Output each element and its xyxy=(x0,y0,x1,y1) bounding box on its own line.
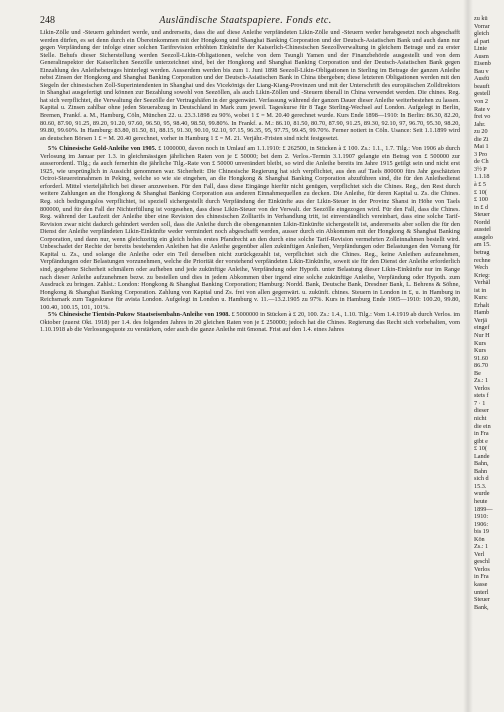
facing-line: unterl xyxy=(474,588,489,596)
facing-line: Kurs xyxy=(474,339,487,347)
facing-line: 1899— xyxy=(474,505,493,513)
facing-line: Bau v xyxy=(474,67,489,75)
facing-line: die ein xyxy=(474,422,491,430)
facing-line: £ 100 xyxy=(474,196,488,204)
facing-line: Verhäl xyxy=(474,279,491,287)
facing-line: die Zi xyxy=(474,135,489,143)
facing-line: Erhalt xyxy=(474,301,490,309)
facing-line: gestell xyxy=(474,90,491,98)
facing-line: in Fra xyxy=(474,430,489,438)
facing-line: zu kü xyxy=(474,15,488,22)
facing-line: Steuer xyxy=(474,211,490,219)
facing-line: 91.60 xyxy=(474,354,488,362)
facing-line: rechne xyxy=(474,256,491,264)
facing-line: Lande xyxy=(474,452,490,460)
facing-line: dieser xyxy=(474,407,489,415)
facing-line: Eisenb xyxy=(474,60,491,68)
body-text xyxy=(40,29,460,334)
facing-line: sich d xyxy=(474,475,489,483)
facing-line: in Fra xyxy=(474,573,489,581)
facing-line: Krieg: xyxy=(474,271,490,279)
facing-line: 3 Pro xyxy=(474,150,488,158)
facing-line: geschl xyxy=(474,558,490,566)
running-title: Ausländische Staatspapiere. Fonds etc. xyxy=(159,15,332,26)
facing-line: wurde xyxy=(474,490,490,498)
section-gold-loan-1905 xyxy=(40,145,460,311)
facing-line: betrag xyxy=(474,248,490,256)
page-header xyxy=(40,15,460,26)
facing-line: Ausm xyxy=(474,52,489,60)
facing-line: von 2 xyxy=(474,98,488,106)
facing-line: Kön xyxy=(474,535,485,543)
facing-line: Rate v xyxy=(474,105,490,113)
facing-line: Nur H xyxy=(474,331,490,339)
facing-line: al pari xyxy=(474,37,490,45)
facing-line: Verl xyxy=(474,550,485,558)
section-text: £ 5000000 in Stücken à £ 20, 100. Zs.: 1.4., 1.10. Tilg.: Vom 1.4.1919 ab durch Verlos. im Oktober (zuerst Okt. 1918) per 1.4. des folgenden Jahres in 20 gleichen Raten von je £ 250000; jedoch hat die Chines. Regierung das Recht sich vorbehalten, vom 1.10.1918 ab die Verlosungsquote zu verstärken, oder auch die ganze Anleihe mit 6monat. Frist auf den 1.4. eines Jahres xyxy=(40,311,460,334)
main-column xyxy=(40,15,460,334)
facing-line: bis 19 xyxy=(474,528,489,536)
facing-line: 1906: xyxy=(474,520,489,528)
facing-line: Verlos xyxy=(474,384,490,392)
facing-line: Steuer xyxy=(474,596,490,604)
facing-line: ist in xyxy=(474,286,487,294)
section-tientsin-pukow-1908 xyxy=(40,311,460,334)
facing-line: Linie xyxy=(474,45,488,53)
facing-line: nicht xyxy=(474,414,487,422)
facing-line: Bahn, xyxy=(474,460,489,468)
facing-line: frei vo xyxy=(474,113,491,121)
paragraph-continued: Likin-Zölle und -Steuern gehindert werde, und andrerseits, dass die auf diese Anleihe verpfändeten Likin-Zölle und -Steuern weder herabgesetzt noch abgeschafft werden dürfen, es sei denn durch ein Übereinkommen mit der Hongkong und Shanghai Banking Corporation und der Deutsch-Asiatischen Bank und auch dann nur gegen Verpfändung der infolge einer solchen Tarifrevision erhöhten Einkünfte der Kaiserlich-Chinesischen Seezollverwaltung in gleichem Betrage und zu erster Stelle. Behufs dieser Sicherstellung werden Seezoll-Likin-Obligationen, welche von dem Tsungli Yamen und der Finanzbehörde ausgestellt und von dem Generalinspektor der Kaiserlichen Seezölle unterzeichnet sind, bei der Hongkong and Shanghai Banking Corporation und der Deutsch-Asiatischen Bank gegen Einzahlung des Anleihebetrages hinterlegt werden. Ausserdem werden bis zum 1. Juni 1898 Seezoll-Likin-Obligationen in Sterling im Betrage der ganzen Anleihe nebst Zinsen der Hongkong and Shanghai Banking Corporation und der Deutsch-Asiatischen Bank in China übergeben; diese letzteren Obligationen werden mit den Siegeln der chinesischen Zoll-Superintendenten in Shanghai und des Vicekönigs der Liang-Kiang-Provinzen und mit der Unterschrift des europäischen Zolldirektors in Shanghai ausgefertigt und können zur Bezahlung sowohl von Seezöllen, als auch Likin-Zöllen und -Steuern überall in China verwendet werden. Die chines. Reg. hat sich verpflichtet, die Verwaltung der Seezölle der Vertragshäfen in der gegenwärt. Verfassung während der ganzen Dauer dieser Anleihe weiterbestehen zu lassen. Kapital u. Zinsen zahlbar ohne jeden Steuerabzug in Deutschland in Mark zum jeweil. Tageskurse für 8 Tage Sterling-Wechsel auf London. Aufgelegt in Berlin, Bremen, Frankf. a. M., Hamburg, Cöln, München 22. u. 23.3.1898 zu 90%, wobei 1 £ = M. 20.40 gerechnet wurde. Kurs Ende 1898—1910: In Berlin: 86.30, 82.20, 80.60, 87.90, 91.25, 89.20, 91.20, 97.60, 96.50, 95, 98.40, 98.50, 99.80%. In Frankf. a. M.: 86.10, 81.50, 80.70, 87.90, 91.25, 89.30, 92.10, 97, 96.70, 95.30, 98.20, 99.80, 99.60%. In Hamburg: 83.80, 81.50, 81, 88.15, 91.30, 90.10, 92.10, 97.15, 96.35, 95, 97.75, 99.45, 99.70%. Ferner notiert in Cöln. Usance: Seit 1.1.1899 wird an deutschen Börsen 1 £ = M. 20.40 gerechnet, vorher in Hamburg 1 £ = M. 21. Verjähr.-Fristen sind nicht festgesetzt. xyxy=(40,29,460,142)
facing-line: à £ 5 xyxy=(474,181,487,189)
facing-line: Ausfü xyxy=(474,75,490,83)
facing-line: 1910: xyxy=(474,513,489,521)
facing-line: £ 10( xyxy=(474,188,487,196)
facing-line: Kurs: xyxy=(474,294,488,302)
facing-line: Bahn xyxy=(474,467,488,475)
facing-line: Mai 1 xyxy=(474,143,489,151)
facing-line: gleich xyxy=(474,30,490,38)
facing-line: de Ch xyxy=(474,158,489,166)
facing-line: 3½ P xyxy=(474,165,487,173)
facing-line: in £ d xyxy=(474,203,489,211)
facing-line: Wech xyxy=(474,264,488,272)
facing-line: 1.1.18 xyxy=(474,173,490,181)
page-number: 248 xyxy=(40,15,55,26)
facing-page-column xyxy=(474,15,504,611)
facing-line: Bank, xyxy=(474,603,489,611)
facing-line: Jahr. xyxy=(474,120,486,128)
facing-line: Nordd xyxy=(474,218,490,226)
facing-line: ausstel xyxy=(474,226,491,234)
facing-line: Verjä xyxy=(474,316,488,324)
facing-line: Verlos xyxy=(474,565,490,573)
facing-line: 7 · 1 xyxy=(474,399,486,407)
facing-line: stets f xyxy=(474,392,489,400)
facing-line: ausgelo xyxy=(474,233,493,241)
facing-line: 86.70 xyxy=(474,362,488,370)
section-heading: 5% Chinesische Gold-Anleihe von 1905. xyxy=(48,145,157,153)
facing-line: kasse xyxy=(474,581,488,589)
facing-line: Zs.: 1 xyxy=(474,543,489,551)
facing-line: £ 10( xyxy=(474,445,487,453)
book-gutter-shadow xyxy=(463,0,473,712)
facing-line: Kurs xyxy=(474,347,487,355)
facing-line: am 15. xyxy=(474,241,491,249)
facing-line: Vorrar xyxy=(474,22,490,30)
facing-line: eingef xyxy=(474,324,490,332)
facing-line: gibt e xyxy=(474,437,488,445)
section-heading: 5% Chinesische Tientsin-Pukow Staatseisenbahn-Anleihe von 1908. xyxy=(48,311,230,319)
facing-line: Be xyxy=(474,369,481,377)
facing-line: 15.3. xyxy=(474,482,487,490)
facing-line: zu 20 xyxy=(474,128,488,136)
facing-line: beauft xyxy=(474,82,490,90)
section-text: £ 1000000, davon noch in Umlauf am 1.1.1910: £ 262500, in Stücken à £ 100. Zs.: 1.1., 1.7. Tilg.: Von 1906 ab durch Verlosung im Januar per 1.3. in gleichmässigen jährlichen Raten von je £ 50000; bei dem 2. Verlos.-Termin 3.1.1907 gelangte ein Betrag von £ 500000 zur ausserordentl. Tilg.; da auch fernerhin die jährliche Tilg.-Rate von £ 50000 unverändert bleibt, so wird die Anleihe bereits im Jahre 1915 getilgt sein und nicht erst 1925, wie ursprünglich in Aussicht genommen war. Sicherheit: Die Chinesische Regierung hat sich verpflichtet, aus den auf Taels 800000 fürs Jahr geschätzten Octroi-Steuereinnahmen in Peking, welche so wie sie eingehen, an die Hongkong & Shanghai Banking Corporation abzuführen sind, die für den Anleihedienst erforderl. Mittel vierteljährlich bei dieser anzuweisen. Für den Fall, dass diese Eingänge hierfür nicht genügen, verpflichtet sich die Chines. Reg., den Rest durch weitere Zahlungen an die Hongkong & Shanghai Banking Corporation aus anderen Einnahmequellen zu decken. Die Anleihe, für deren Kapital u. Zs. die Chines. Reg. sich bedingungslos verpflichtet, ist speziell sichergestellt durch Verpfändung der Einkünfte aus der Likin-Steuer in der Provinz Shansi in Höhe von Taels 800000, und für den Fall der Nichterfüllung ist vorgesehen, dass diese Likin-Steuer von der Verwalt. der Seezölle eingezogen wird. Für den Fall, dass die Chines. Reg. während der Laufzeit der Anleihe über eine Revision des chinesischen Zolltarifs in Verhandlung tritt, ist einverständlich vereinbart, dass eine solche Tarif-Revision zwar nicht dadurch gehindert werden soll, dass die Anleihe durch die obengenannten Likin-Einkünfte sichergestellt ist, andererseits aber sollen die für den Dienst der Anleihe verpfändeten Likin-Einkünfte weder vermindert noch abgeschafft werden, ausser durch ein Abkommen mit der Hongkong & Shanghai Banking Corporation, und dann nur, wenn gleichzeitig ein gleich hohes erstes Pfandrecht an den durch eine solche Tarif-Revision vermehrten Zolleinnahmen bestellt wird. Unbeschadet der Rechte der bereits bestehenden Anleihen hat die Anleihe gegenüber allen zukünftigen Anleihen, Verpfändungen oder Belastungen den Vorrang für Kapital u. Zs., und solange die Anleihe oder ein Teil derselben nicht zurückgezahlt ist, verpflichtet sich die Chines. Reg., keine Anleihen aufzunehmen, Verpfändungen oder Belastungen vorzunehmen, welche die Priorität der vorstehend verpfändeten Likin-Einkünfte, soweit sie für den Dienst der Anleihe erforderlich sind, gegebene Sicherheit schmälern oder aufheben und jede zukünftige Anleihe, Verpfändung oder Hypoth. unter Belastung dieser Likin-Einkünfte nur im Range nach dieser Anleihe aufzunehmen bezw. zu bestellen und dies in jedem Abkommen über irgend eine solche zukünftige Anleihe, Verpfändung oder Hypoth. zum Ausdruck zu bringen. Zahlst.: London: Hongkong & Shanghai Banking Corporation; Hamburg: Nordd. Bank, Deutsche Bank, Dresdner Bank, L. Behrens & Söhne, Hongkong & Shanghai Banking Corporation. Zahlung von Kapital und Zs. frei von allen gegenwärt. u. zukünft. chines. Steuern in London in £, u. in Hamburg in Reichsmark zum Tageskurse für avista London. Aufgelegt in London u. Hamburg v. 11.—13.2.1905 zu 97%. Kurs in Hamburg Ende 1905—1910: 100.20, 99.80, 100.40, 100.15, 101, 101%. xyxy=(40,145,460,311)
facing-line: Hamb xyxy=(474,309,490,317)
facing-line: heute xyxy=(474,498,488,505)
facing-line: Zs.: 1 xyxy=(474,377,489,385)
